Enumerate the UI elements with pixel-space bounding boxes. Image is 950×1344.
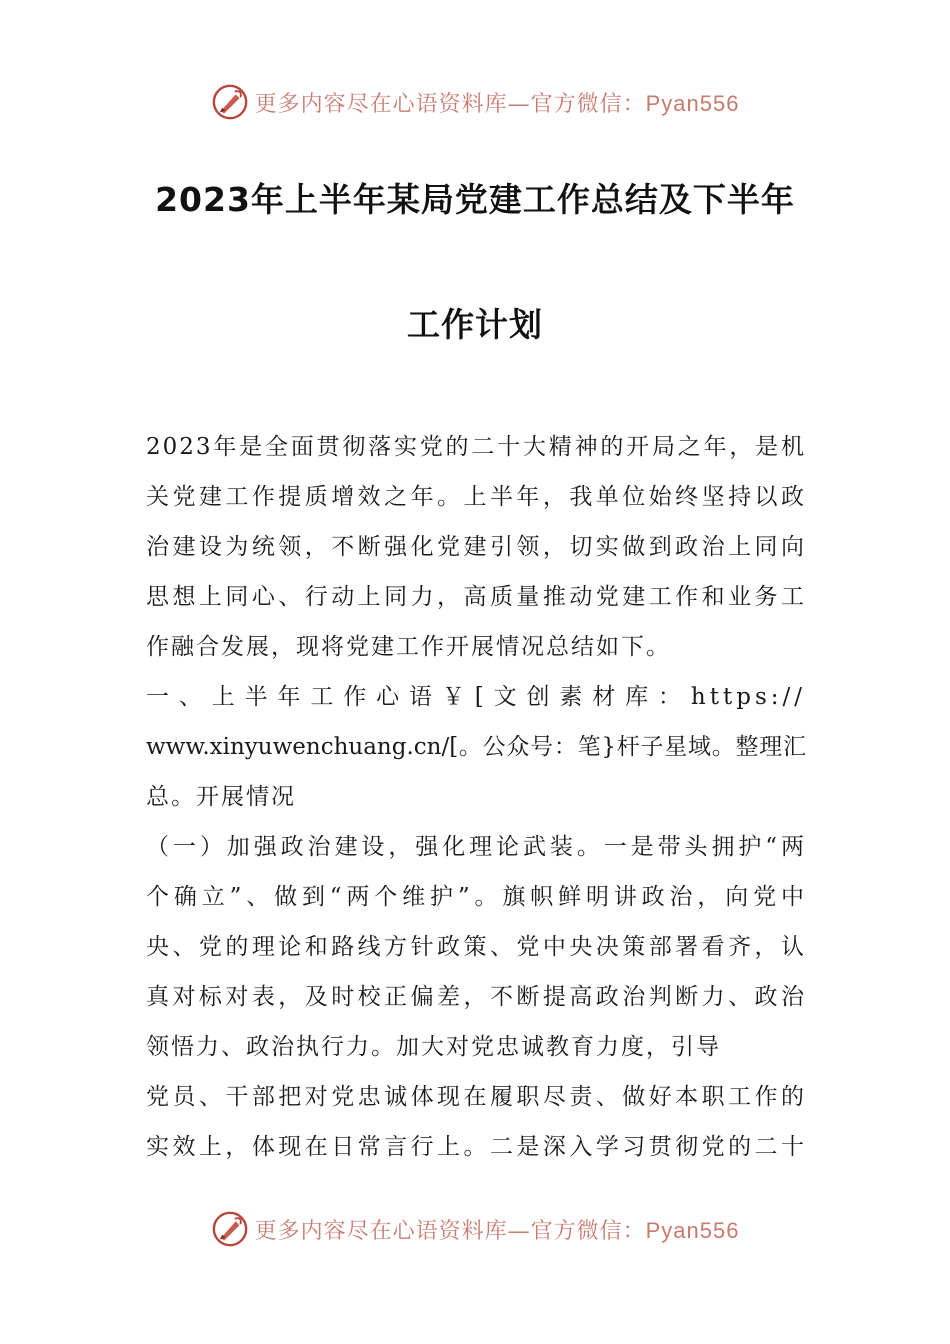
pen-nib-icon <box>211 1210 249 1248</box>
watermark-text <box>255 87 740 118</box>
body-line: 真对标对表，及时校正偏差，不断提高政治判断力、政治 <box>146 984 806 1010</box>
body-line: 2023年是全面贯彻落实党的二十大精神的开局之年，是机 <box>146 434 806 460</box>
body-line: 党员、干部把对党忠诚体现在履职尽责、做好本职工作的 <box>146 1084 806 1110</box>
document-title-line-1: 2023年上半年某局党建工作总结及下半年 <box>155 180 795 219</box>
body-line: 治建设为统领，不断强化党建引领，切实做到政治上同向 <box>146 534 806 560</box>
pen-nib-icon <box>211 83 249 121</box>
section-heading-line: 一、上半年工作心语￥[文创素材库：https:// <box>146 684 806 710</box>
wechat-id: Pyan556 <box>645 1217 740 1243</box>
body-line: 个确立”、做到“两个维护”。旗帜鲜明讲政治，向党中 <box>146 884 806 910</box>
body-line: 领悟力、政治执行力。加大对党忠诚教育力度，引导 <box>146 1034 721 1060</box>
watermark-banner-top <box>0 80 950 124</box>
watermark-text <box>255 1214 740 1245</box>
subsection-heading-line: （一）加强政治建设，强化理论武装。一是带头拥护“两 <box>146 834 806 860</box>
body-line: 实效上，体现在日常言行上。二是深入学习贯彻党的二十 <box>146 1134 806 1160</box>
watermark-banner-bottom <box>0 1207 950 1251</box>
body-line: 思想上同心、行动上同力，高质量推动党建工作和业务工 <box>146 584 806 610</box>
body-line: 关党建工作提质增效之年。上半年，我单位始终坚持以政 <box>146 484 806 510</box>
body-line: 央、党的理论和路线方针政策、党中央决策部署看齐，认 <box>146 934 806 960</box>
watermark-label: 更多内容尽在心语资料库—官方微信： <box>254 1218 646 1244</box>
body-line: 作融合发展，现将党建工作开展情况总结如下。 <box>146 634 671 660</box>
body-line: www.xinyuwenchuang.cn/[。公众号：笔}杆子星域。整理汇 <box>146 734 806 760</box>
document-title-line-2: 工作计划 <box>407 305 543 344</box>
body-line: 总。开展情况 <box>146 784 296 810</box>
wechat-id: Pyan556 <box>645 90 740 116</box>
document-body <box>146 428 806 1178</box>
watermark-label: 更多内容尽在心语资料库—官方微信： <box>254 91 646 117</box>
